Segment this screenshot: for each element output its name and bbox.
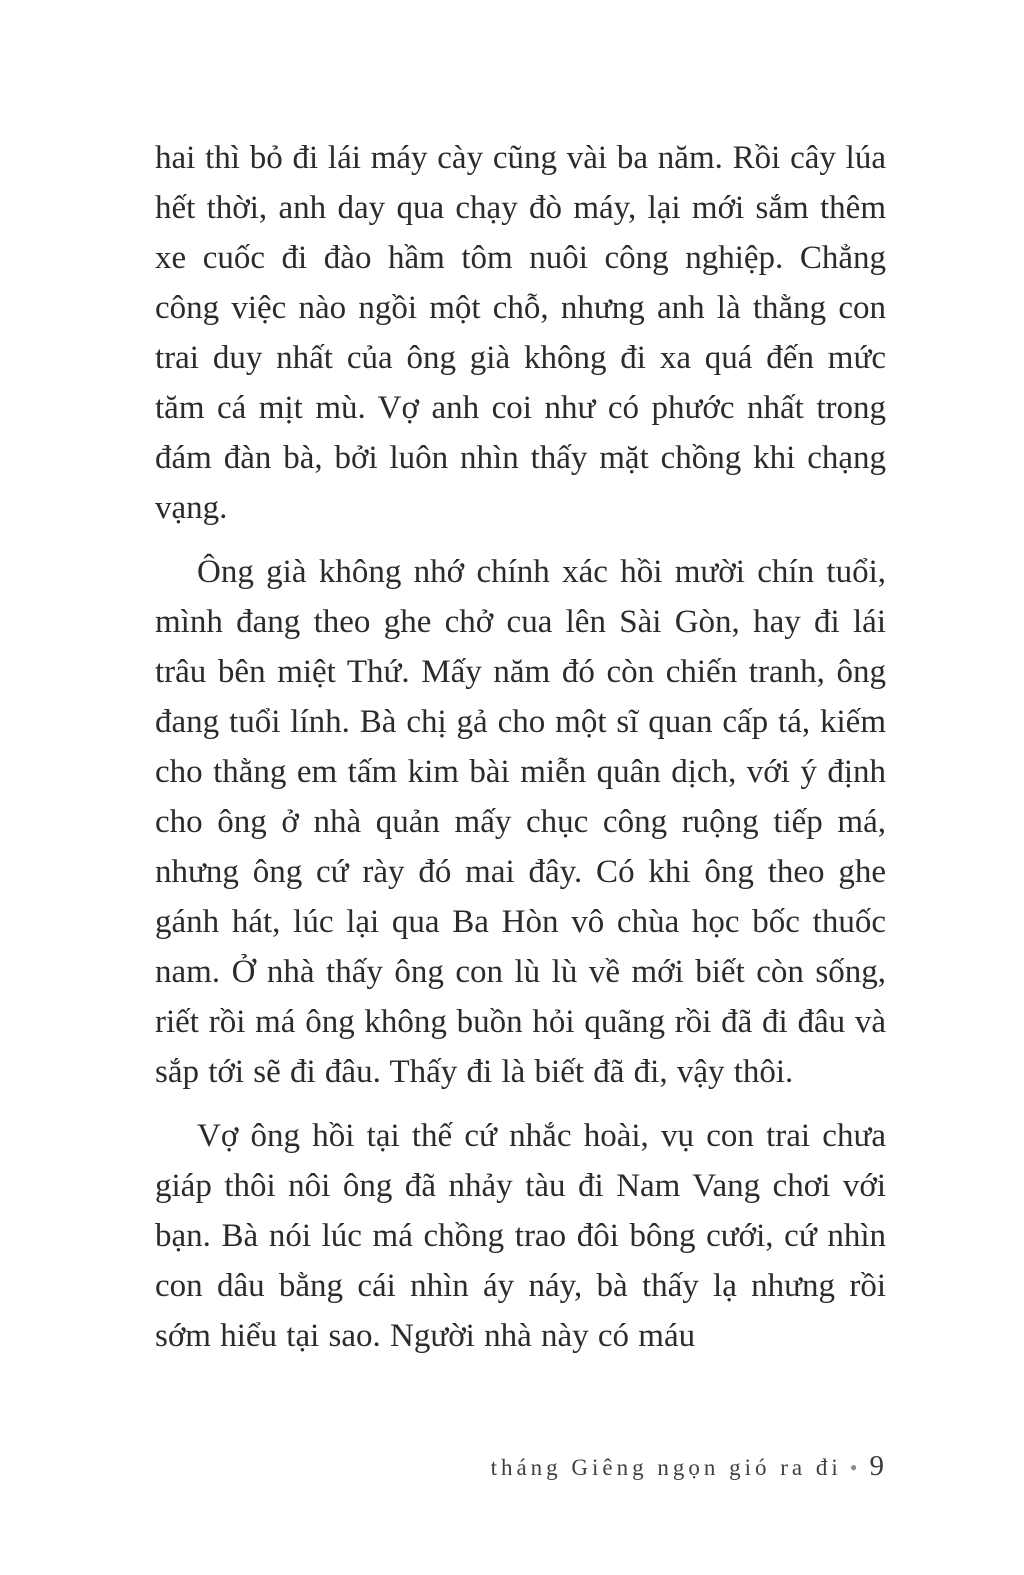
paragraph-3: Vợ ông hồi tại thế cứ nhắc hoài, vụ con trai chưa giáp thôi nôi ông đã nhảy tàu đi Nam Vang chơi với bạn. Bà nói lúc má chồng trao đôi bông cưới, cứ nhìn con dâu bằng cái nhìn áy náy, bà thấy lạ nhưng rồi sớm hiểu tại sao. Người nhà này có máu xyxy=(155,1118,886,1354)
page-number: 9 xyxy=(869,1450,884,1482)
page-footer xyxy=(491,1450,884,1483)
running-title: tháng Giêng ngọn gió ra đi xyxy=(490,1455,842,1480)
paragraph-2: Ông già không nhớ chính xác hồi mười chín tuổi, mình đang theo ghe chở cua lên Sài Gòn, hay đi lái trâu bên miệt Thứ. Mấy năm đó còn chiến tranh, ông đang tuổi lính. Bà chị gả cho một sĩ quan cấp tá, kiếm cho thằng em tấm kim bài miễn quân dịch, với ý định cho ông ở nhà quản mấy chục công ruộng tiếp má, nhưng ông cứ rày đó mai đây. Có khi ông theo ghe gánh hát, lúc lại qua Ba Hòn vô chùa học bốc thuốc nam. Ở nhà thấy ông con lù lù về mới biết còn sống, riết rồi má ông không buồn hỏi quãng rồi đã đi đâu và sắp tới sẽ đi đâu. Thấy đi là biết đã đi, vậy thôi. xyxy=(155,554,886,1090)
body-text xyxy=(155,133,886,1375)
footer-separator-bullet: • xyxy=(849,1455,858,1480)
paragraph-1: hai thì bỏ đi lái máy cày cũng vài ba năm. Rồi cây lúa hết thời, anh day qua chạy đò máy, lại mới sắm thêm xe cuốc đi đào hầm tôm nuôi công nghiệp. Chẳng công việc nào ngồi một chỗ, nhưng anh là thằng con trai duy nhất của ông già không đi xa quá đến mức tăm cá mịt mù. Vợ anh coi như có phước nhất trong đám đàn bà, bởi luôn nhìn thấy mặt chồng khi chạng vạng. xyxy=(155,140,886,526)
